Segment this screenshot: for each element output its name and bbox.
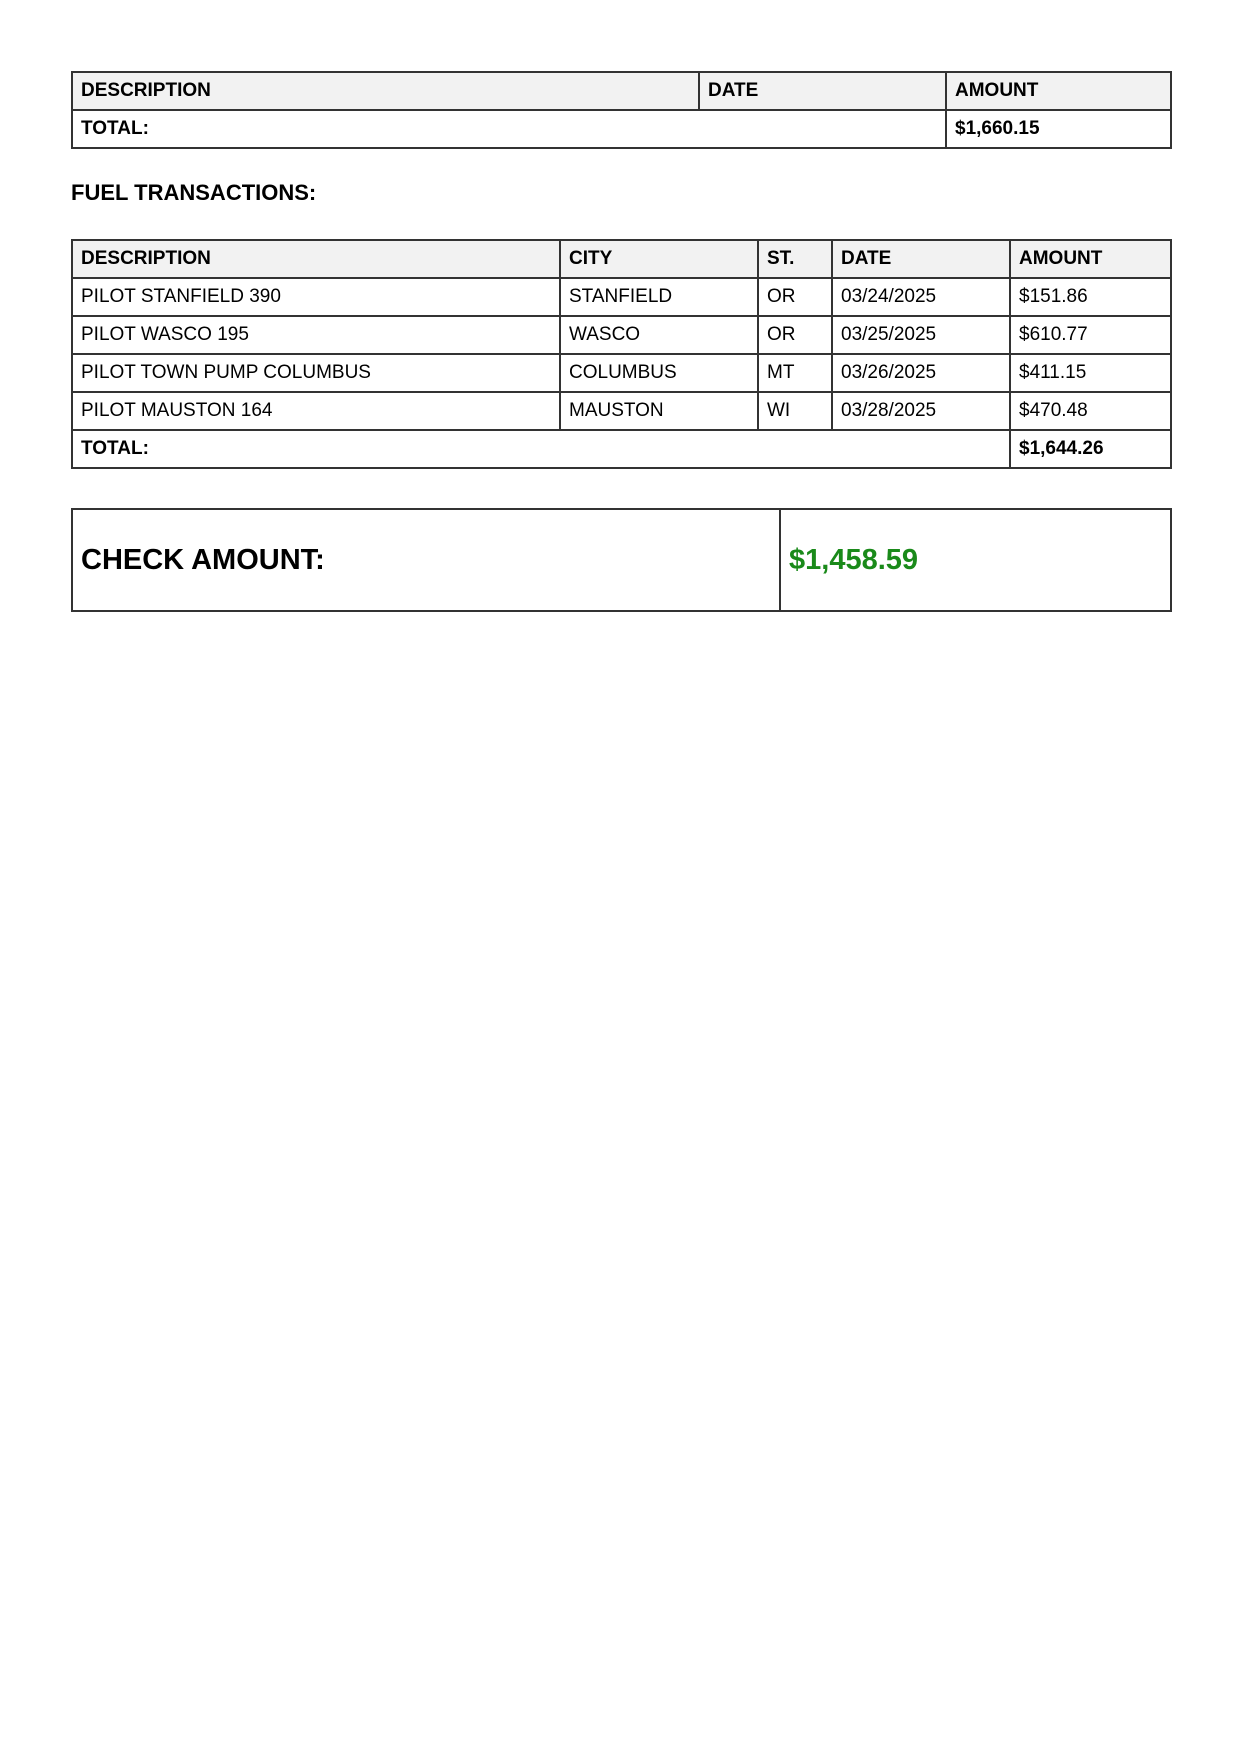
cell-city: STANFIELD bbox=[560, 278, 758, 316]
cell-amount: $411.15 bbox=[1010, 354, 1171, 392]
total-row bbox=[72, 430, 1171, 468]
cell-state: WI bbox=[758, 392, 832, 430]
cell-city: WASCO bbox=[560, 316, 758, 354]
cell-description: PILOT WASCO 195 bbox=[72, 316, 560, 354]
cell-city: COLUMBUS bbox=[560, 354, 758, 392]
total-value: $1,660.15 bbox=[946, 110, 1171, 148]
column-header-city: CITY bbox=[560, 240, 758, 278]
cell-amount: $151.86 bbox=[1010, 278, 1171, 316]
cell-amount: $610.77 bbox=[1010, 316, 1171, 354]
column-header-amount: AMOUNT bbox=[1010, 240, 1171, 278]
cell-date: 03/28/2025 bbox=[832, 392, 1010, 430]
table-row bbox=[72, 316, 1171, 354]
column-header-date: DATE bbox=[699, 72, 946, 110]
total-value: $1,644.26 bbox=[1010, 430, 1171, 468]
cell-description: PILOT MAUSTON 164 bbox=[72, 392, 560, 430]
cell-amount: $470.48 bbox=[1010, 392, 1171, 430]
total-label: TOTAL: bbox=[72, 110, 946, 148]
cell-city: MAUSTON bbox=[560, 392, 758, 430]
check-amount-row bbox=[72, 509, 1171, 611]
cell-state: MT bbox=[758, 354, 832, 392]
cell-description: PILOT TOWN PUMP COLUMBUS bbox=[72, 354, 560, 392]
fuel-transactions-heading: FUEL TRANSACTIONS: bbox=[71, 180, 317, 205]
total-label: TOTAL: bbox=[72, 430, 1010, 468]
cell-description: PILOT STANFIELD 390 bbox=[72, 278, 560, 316]
check-amount-value: $1,458.59 bbox=[780, 509, 1171, 611]
table-header-row bbox=[72, 72, 1171, 110]
column-header-state: ST. bbox=[758, 240, 832, 278]
column-header-amount: AMOUNT bbox=[946, 72, 1171, 110]
expenses-table bbox=[71, 71, 1172, 149]
total-row bbox=[72, 110, 1171, 148]
cell-date: 03/26/2025 bbox=[832, 354, 1010, 392]
cell-state: OR bbox=[758, 316, 832, 354]
table-header-row bbox=[72, 240, 1171, 278]
column-header-date: DATE bbox=[832, 240, 1010, 278]
check-amount-label: CHECK AMOUNT: bbox=[72, 509, 780, 611]
fuel-transactions-table bbox=[71, 239, 1172, 469]
table-row bbox=[72, 392, 1171, 430]
table-row bbox=[72, 278, 1171, 316]
cell-state: OR bbox=[758, 278, 832, 316]
cell-date: 03/25/2025 bbox=[832, 316, 1010, 354]
column-header-description: DESCRIPTION bbox=[72, 240, 560, 278]
table-row bbox=[72, 354, 1171, 392]
cell-date: 03/24/2025 bbox=[832, 278, 1010, 316]
column-header-description: DESCRIPTION bbox=[72, 72, 699, 110]
check-amount-box bbox=[71, 508, 1172, 612]
